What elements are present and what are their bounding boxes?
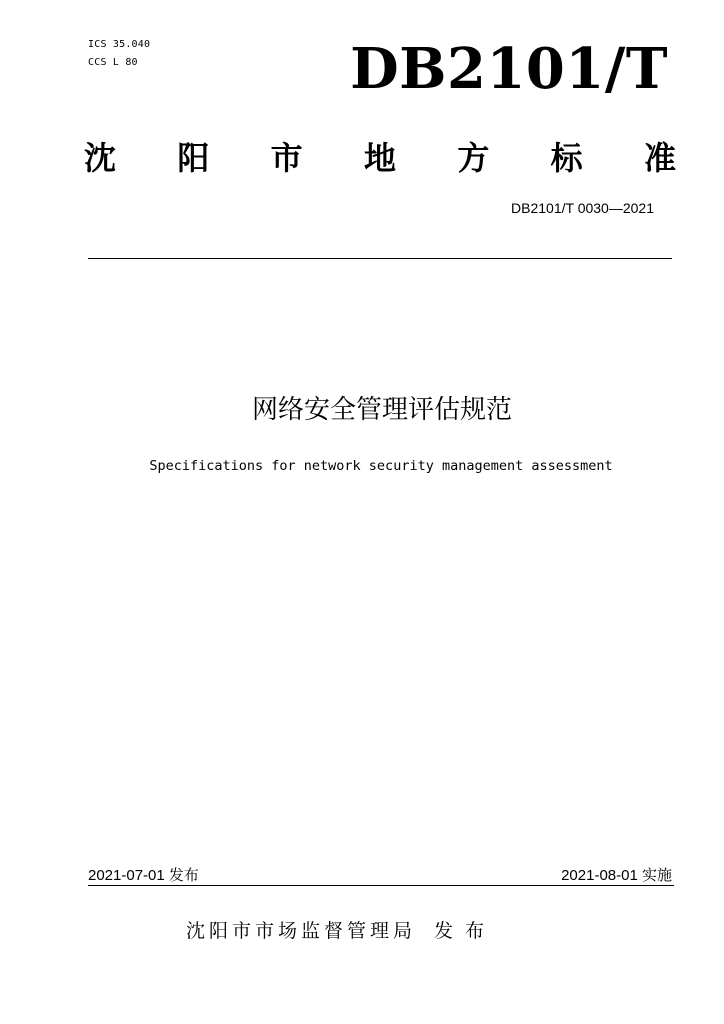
issuer-name: 沈阳市市场监督管理局: [186, 920, 417, 942]
document-number: DB2101/T 0030—2021: [511, 200, 654, 216]
ccs-code: CCS L 80: [88, 57, 138, 68]
implementation-date: 2021-08-01 实施: [561, 867, 672, 884]
standard-type-char: 标: [550, 139, 583, 177]
issuer-line: [186, 916, 496, 946]
standard-type-char: 阳: [177, 139, 210, 177]
document-title-english: Specifications for network security management assessment: [149, 458, 613, 474]
standard-type-char: 沈: [84, 139, 117, 177]
ics-code: ICS 35.040: [88, 39, 151, 50]
standard-type-char: 方: [457, 139, 490, 177]
standard-type-char: 地: [363, 139, 396, 177]
standard-type-char: 市: [270, 139, 303, 177]
standard-code-heading: DB2101/T: [350, 36, 668, 102]
standard-type-char: 准: [643, 139, 676, 177]
classification-codes: [88, 36, 150, 72]
header-divider: [88, 258, 672, 259]
issuer-action: 发布: [434, 920, 497, 942]
issue-date: 2021-07-01 发布: [88, 867, 199, 884]
standard-type-heading: [84, 138, 676, 178]
footer-divider: [88, 885, 674, 886]
document-title-chinese: 网络安全管理评估规范: [251, 395, 512, 425]
